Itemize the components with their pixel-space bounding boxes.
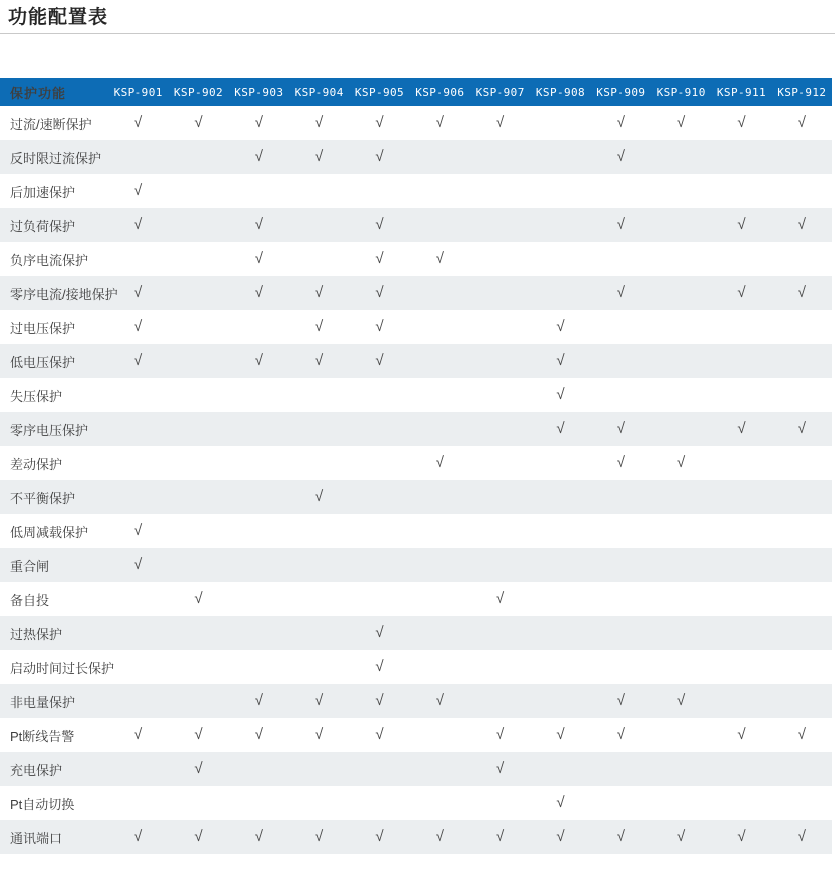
- check-mark: √: [315, 148, 324, 165]
- row-label: 过流/速断保护: [10, 116, 92, 132]
- check-mark: √: [315, 692, 324, 709]
- check-mark: √: [737, 828, 746, 845]
- check-mark: √: [254, 216, 263, 233]
- row-label: 备自投: [10, 592, 50, 608]
- check-mark: √: [797, 284, 806, 301]
- table-row: [0, 276, 832, 310]
- column-header: KSP-905: [354, 85, 405, 99]
- table-row: [0, 786, 832, 820]
- check-mark: √: [375, 352, 384, 369]
- check-mark: √: [797, 828, 806, 845]
- check-mark: √: [134, 318, 143, 335]
- check-mark: √: [134, 216, 143, 233]
- check-mark: √: [315, 318, 324, 335]
- column-header: KSP-912: [777, 85, 827, 99]
- row-label: 充电保护: [10, 762, 63, 778]
- table-row: [0, 412, 832, 446]
- check-mark: √: [254, 148, 263, 165]
- check-mark: √: [375, 250, 384, 267]
- check-mark: √: [375, 284, 384, 301]
- check-mark: √: [375, 658, 384, 675]
- row-label: 非电量保护: [10, 694, 76, 710]
- check-mark: √: [616, 284, 625, 301]
- check-mark: √: [315, 284, 324, 301]
- check-mark: √: [435, 114, 444, 131]
- page-title: 功能配置表: [8, 7, 109, 28]
- check-mark: √: [496, 590, 505, 607]
- check-mark: √: [254, 828, 263, 845]
- table-row: [0, 344, 832, 378]
- check-mark: √: [134, 352, 143, 369]
- table-row: [0, 514, 832, 548]
- table-row: [0, 582, 832, 616]
- function-config-table: [0, 78, 832, 854]
- column-header: KSP-907: [475, 85, 525, 99]
- check-mark: √: [496, 760, 505, 777]
- table-row: [0, 684, 832, 718]
- check-mark: √: [134, 828, 143, 845]
- check-mark: √: [677, 692, 686, 709]
- table-header-row: [0, 78, 832, 106]
- check-mark: √: [556, 352, 565, 369]
- column-header: KSP-910: [656, 85, 706, 99]
- check-mark: √: [616, 828, 625, 845]
- check-mark: √: [194, 726, 203, 743]
- check-mark: √: [435, 828, 444, 845]
- check-mark: √: [737, 420, 746, 437]
- check-mark: √: [375, 828, 384, 845]
- check-mark: √: [435, 454, 444, 471]
- row-label: 反时限过流保护: [10, 150, 102, 166]
- table-row: [0, 208, 832, 242]
- check-mark: √: [797, 420, 806, 437]
- table-row: [0, 650, 832, 684]
- table-row: [0, 310, 832, 344]
- row-label: 差动保护: [10, 456, 63, 472]
- check-mark: √: [315, 352, 324, 369]
- row-label: 失压保护: [10, 388, 63, 404]
- check-mark: √: [556, 318, 565, 335]
- check-mark: √: [134, 284, 143, 301]
- check-mark: √: [556, 828, 565, 845]
- check-mark: √: [556, 726, 565, 743]
- column-header: KSP-901: [113, 85, 163, 99]
- column-header: KSP-911: [716, 85, 767, 99]
- column-header-protection-function: 保护功能: [10, 85, 67, 101]
- title-divider: [0, 33, 835, 34]
- row-label: Pt断线告警: [10, 728, 75, 744]
- check-mark: √: [435, 692, 444, 709]
- row-label: 不平衡保护: [10, 490, 76, 506]
- check-mark: √: [435, 250, 444, 267]
- row-label: 低电压保护: [10, 354, 76, 370]
- check-mark: √: [797, 216, 806, 233]
- row-label: 过负荷保护: [10, 218, 76, 234]
- table-row: [0, 718, 832, 752]
- check-mark: √: [375, 726, 384, 743]
- row-label: 通讯端口: [10, 830, 63, 846]
- row-label: 低周减载保护: [10, 524, 89, 540]
- check-mark: √: [254, 352, 263, 369]
- row-label: 过电压保护: [10, 320, 76, 336]
- check-mark: √: [496, 114, 505, 131]
- table-body: [0, 106, 832, 854]
- check-mark: √: [616, 216, 625, 233]
- check-mark: √: [375, 216, 384, 233]
- check-mark: √: [496, 828, 505, 845]
- check-mark: √: [315, 726, 324, 743]
- check-mark: √: [677, 454, 686, 471]
- table-row: [0, 106, 832, 140]
- check-mark: √: [677, 114, 686, 131]
- check-mark: √: [194, 828, 203, 845]
- table-row: [0, 820, 832, 854]
- table-row: [0, 616, 832, 650]
- column-header: KSP-903: [234, 85, 284, 99]
- check-mark: √: [254, 250, 263, 267]
- row-label: 零序电压保护: [10, 422, 89, 438]
- row-label: 重合闸: [10, 558, 50, 574]
- check-mark: √: [737, 216, 746, 233]
- check-mark: √: [375, 148, 384, 165]
- row-label: 后加速保护: [10, 184, 76, 200]
- check-mark: √: [737, 726, 746, 743]
- table-row: [0, 548, 832, 582]
- check-mark: √: [556, 420, 565, 437]
- check-mark: √: [677, 828, 686, 845]
- check-mark: √: [315, 114, 324, 131]
- check-mark: √: [375, 114, 384, 131]
- check-mark: √: [616, 454, 625, 471]
- table-row: [0, 174, 832, 208]
- table-row: [0, 242, 832, 276]
- table-row: [0, 140, 832, 174]
- check-mark: √: [616, 114, 625, 131]
- check-mark: √: [254, 726, 263, 743]
- check-mark: √: [194, 590, 203, 607]
- row-label: 负序电流保护: [10, 252, 89, 268]
- check-mark: √: [254, 114, 263, 131]
- check-mark: √: [616, 420, 625, 437]
- row-label: 过热保护: [10, 626, 63, 642]
- check-mark: √: [315, 488, 324, 505]
- table-row: [0, 378, 832, 412]
- check-mark: √: [134, 114, 143, 131]
- check-mark: √: [616, 692, 625, 709]
- check-mark: √: [134, 522, 143, 539]
- table-row: [0, 446, 832, 480]
- row-label: 零序电流/接地保护: [10, 286, 118, 302]
- check-mark: √: [254, 692, 263, 709]
- check-mark: √: [556, 386, 565, 403]
- check-mark: √: [737, 284, 746, 301]
- check-mark: √: [134, 726, 143, 743]
- column-header: KSP-909: [596, 85, 646, 99]
- check-mark: √: [797, 114, 806, 131]
- check-mark: √: [797, 726, 806, 743]
- check-mark: √: [194, 760, 203, 777]
- row-label: 启动时间过长保护: [10, 660, 115, 676]
- check-mark: √: [737, 114, 746, 131]
- table-row: [0, 480, 832, 514]
- check-mark: √: [375, 624, 384, 641]
- check-mark: √: [616, 148, 625, 165]
- row-label: Pt自动切换: [10, 796, 75, 812]
- check-mark: √: [315, 828, 324, 845]
- column-header: KSP-906: [415, 85, 465, 99]
- check-mark: √: [194, 114, 203, 131]
- column-header: KSP-904: [294, 85, 344, 99]
- column-header: KSP-902: [173, 85, 224, 99]
- check-mark: √: [556, 794, 565, 811]
- table-row: [0, 752, 832, 786]
- check-mark: √: [254, 284, 263, 301]
- check-mark: √: [375, 318, 384, 335]
- check-mark: √: [134, 182, 143, 199]
- check-mark: √: [375, 692, 384, 709]
- check-mark: √: [496, 726, 505, 743]
- column-header: KSP-908: [535, 85, 586, 99]
- check-mark: √: [134, 556, 143, 573]
- check-mark: √: [616, 726, 625, 743]
